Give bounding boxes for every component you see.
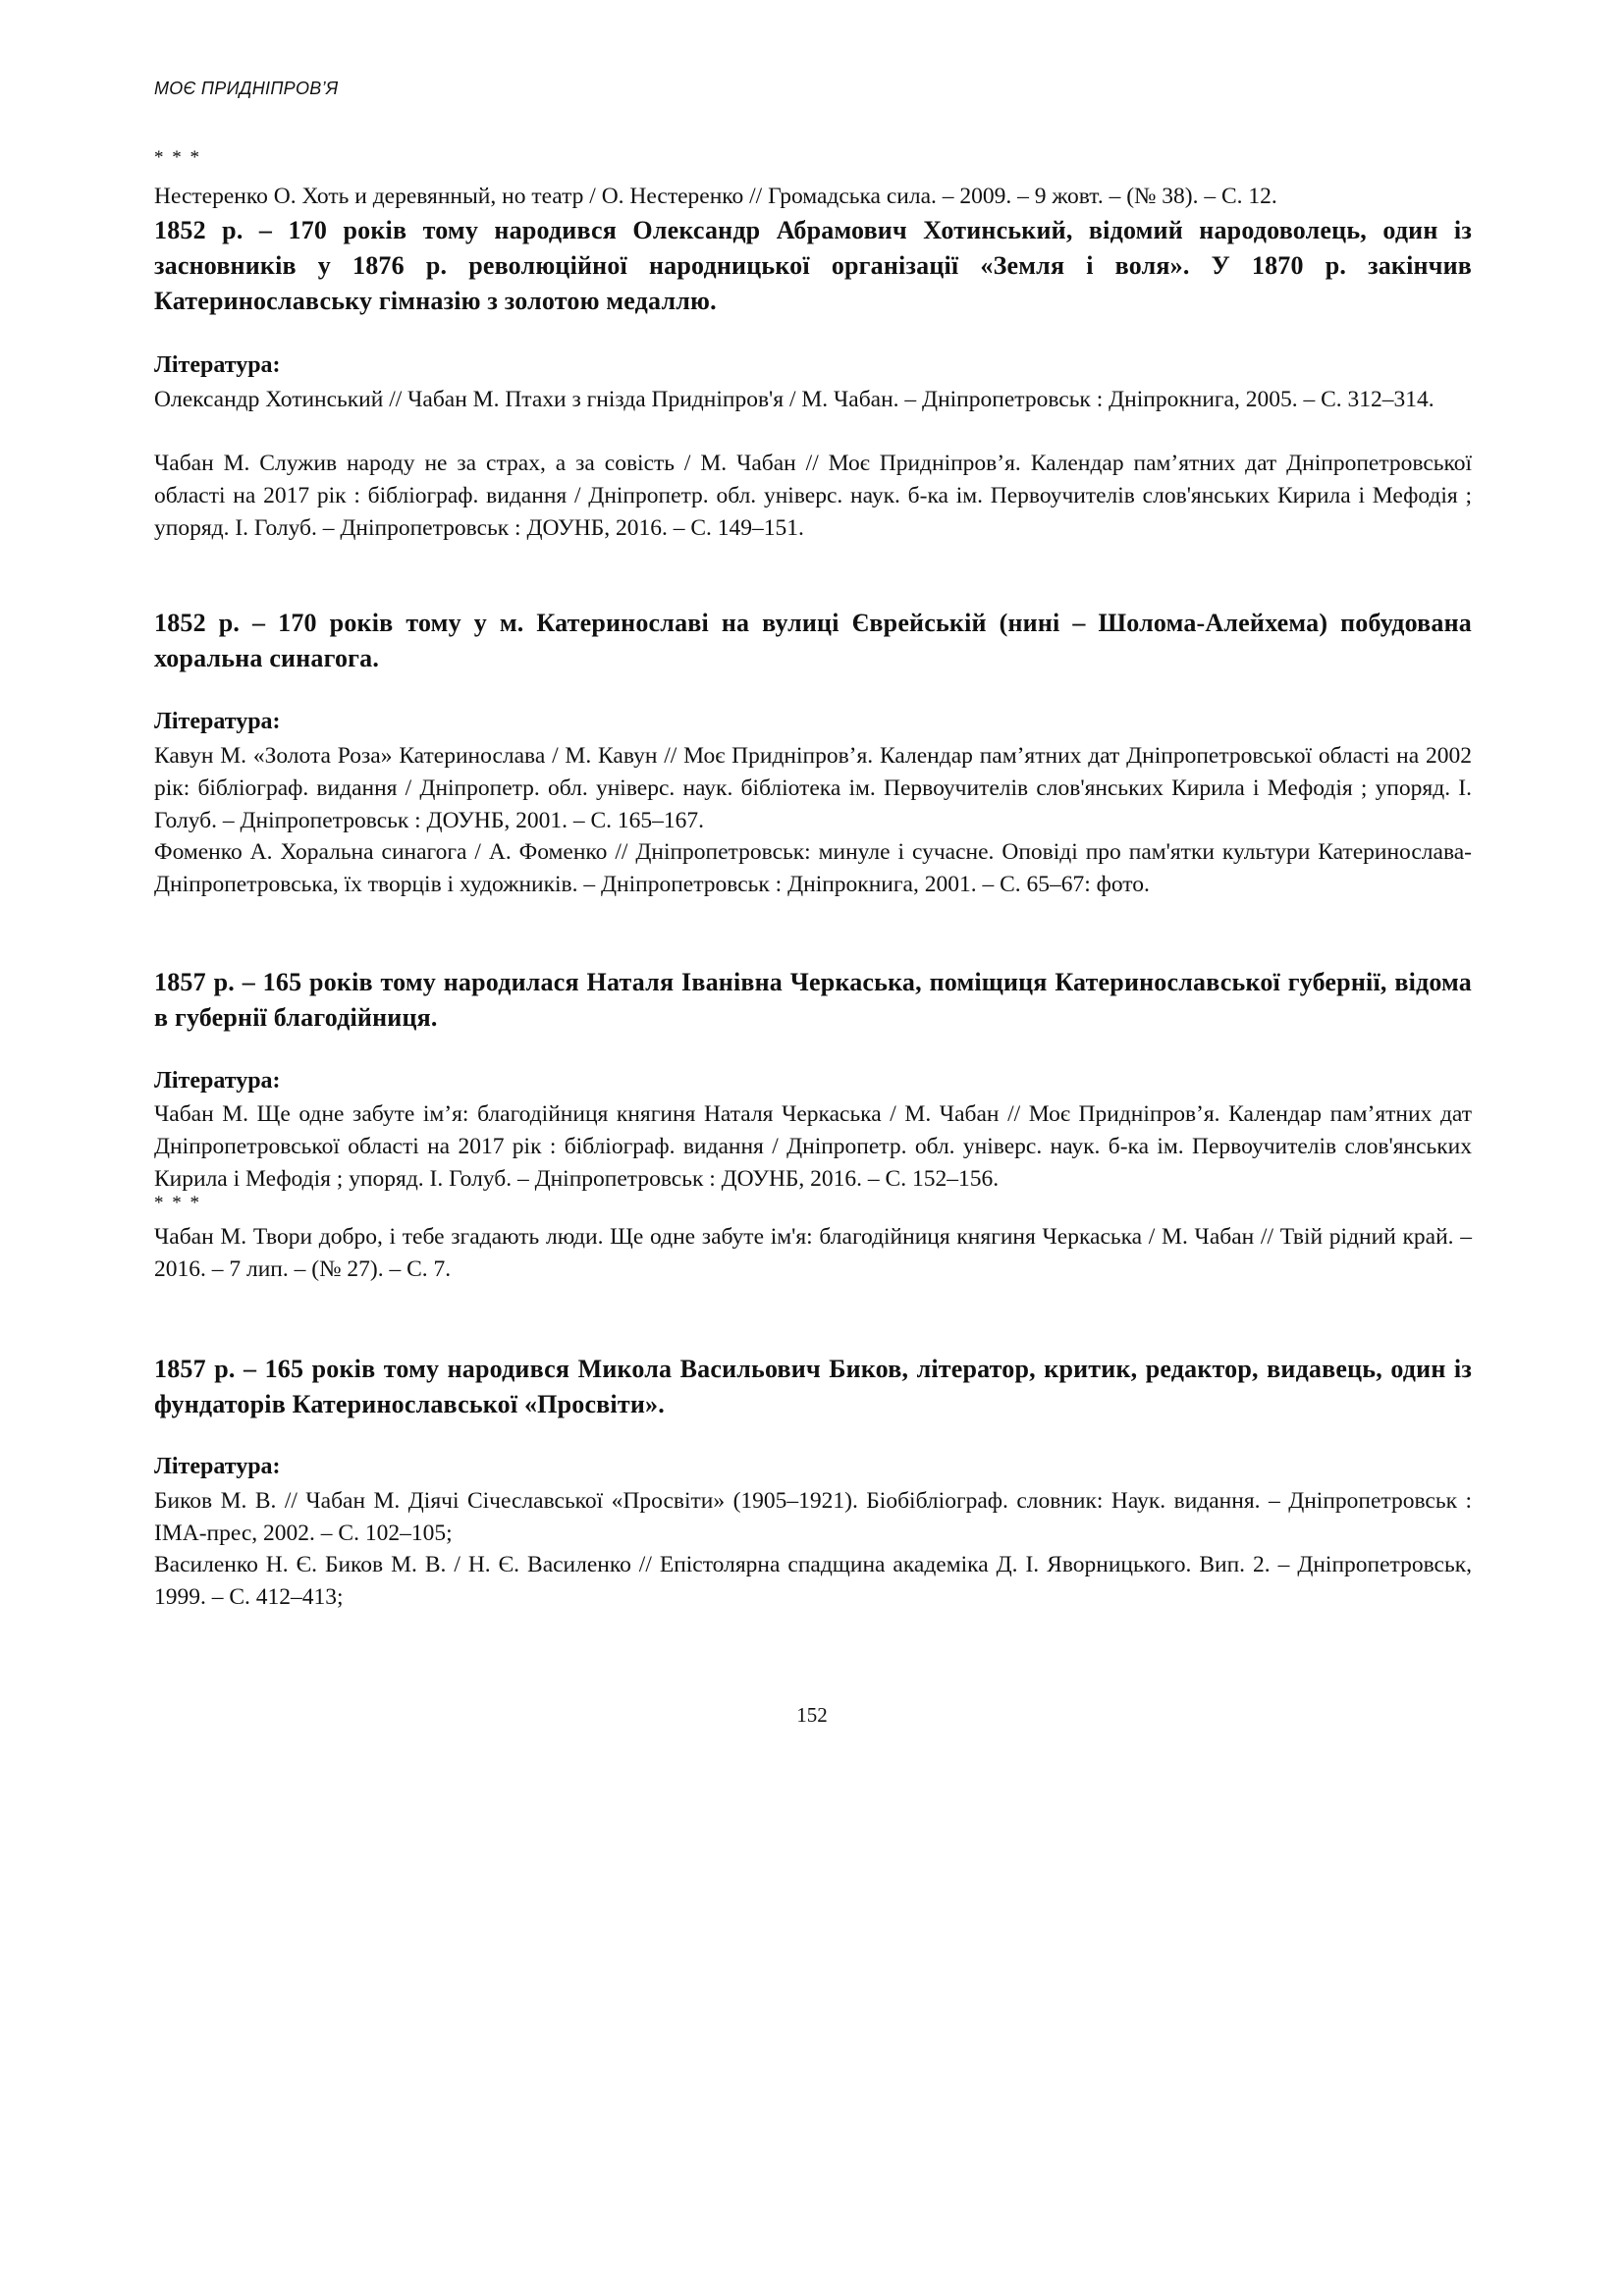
reference-item: Нестеренко О. Хоть и деревянный, но театр / О. Нестеренко // Громадська сила. – 2009. – 9 жовт. – (№ 38). – С. 12. <box>154 184 1277 209</box>
running-header: МОЄ ПРИДНІПРОВ’Я <box>154 79 339 98</box>
entry-heading: 1852 р. – 170 років тому народився Олександр Абрамович Хотинський, відомий народоволець, один із засновників у 1876 р. революційної народницької організації «Земля і воля». У 1870 р. закінчив Катеринославську гімназію з золотою медаллю. <box>154 216 1472 315</box>
reference-item: Олександр Хотинський // Чабан М. Птахи з гнізда Придніпров'я / М. Чабан. – Дніпропетровськ : Дніпрокнига, 2005. – С. 312–314. <box>154 387 1435 412</box>
reference-item: Чабан М. Твори добро, і тебе згадають люди. Ще одне забуте ім'я: благодійниця княгиня Черкаська / М. Чабан // Твій рідний край. – 2016. – 7 лип. – (№ 27). – С. 7. <box>154 1224 1472 1282</box>
page-number: 152 <box>796 1703 828 1727</box>
separator-stars: * * * <box>154 147 201 168</box>
reference-item: Биков М. В. // Чабан М. Діячі Січеславської «Просвіти» (1905–1921). Біобібліограф. словник: Наук. видання. – Дніпропетровськ : ІМА-прес, 2002. – С. 102–105; <box>154 1488 1472 1546</box>
reference-item: Кавун М. «Золота Роза» Катеринослава / М. Кавун // Моє Придніпров’я. Календар пам’ятних дат Дніпропетровської області на 2002 рік: бібліограф. видання / Дніпропетр. обл. універс. наук. бібліотека ім. Первоучителів слов'янських Кирила і Мефодія ; упоряд. І. Голуб. – Дніпропетровськ : ДОУНБ, 2001. – С. 165–167. <box>154 743 1472 833</box>
entry-heading: 1857 р. – 165 років тому народився Микола Васильович Биков, літератор, критик, редактор, видавець, один із фундаторів Катеринославської «Просвіти». <box>154 1355 1472 1418</box>
entry-heading: 1852 р. – 170 років тому у м. Катеринославі на вулиці Єврейській (нині – Шолома-Алейхема) побудована хоральна синагога. <box>154 609 1472 672</box>
reference-item: Василенко Н. Є. Биков М. В. / Н. Є. Василенко // Епістолярна спадщина академіка Д. І. Яворницького. Вип. 2. – Дніпропетровськ, 1999. – С. 412–413; <box>154 1552 1472 1610</box>
reference-item: Чабан М. Служив народу не за страх, а за совість / М. Чабан // Моє Придніпров’я. Календар пам’ятних дат Дніпропетровської області на 2017 рік : бібліограф. видання / Дніпропетр. обл. універс. наук. б-ка ім. Первоучителів слов'янських Кирила і Мефодія ; упоряд. І. Голуб. – Дніпропетровськ : ДОУНБ, 2016. – С. 149–151. <box>154 451 1472 541</box>
literature-label: Література: <box>154 709 281 734</box>
entry-heading: 1857 р. – 165 років тому народилася Наталя Іванівна Черкаська, поміщиця Катеринославської губернії, відома в губернії благодійниця. <box>154 968 1472 1032</box>
reference-item: Фоменко А. Хоральна синагога / А. Фоменко // Дніпропетровськ: минуле і сучасне. Оповіді про пам'ятки культури Катеринослава-Дніпропетровська, їх творців і художників. – Дніпропетровськ : Дніпрокнига, 2001. – С. 65–67: фото. <box>154 839 1472 897</box>
literature-label: Література: <box>154 352 281 378</box>
literature-label: Література: <box>154 1068 281 1094</box>
literature-label: Література: <box>154 1454 281 1479</box>
reference-item: Чабан М. Ще одне забуте ім’я: благодійниця княгиня Наталя Черкаська / М. Чабан // Моє Придніпров’я. Календар пам’ятних дат Дніпропетровської області на 2017 рік : бібліограф. видання / Дніпропетр. обл. універс. наук. б-ка ім. Первоучителів слов'янських Кирила і Мефодія ; упоряд. І. Голуб. – Дніпропетровськ : ДОУНБ, 2016. – С. 152–156. <box>154 1101 1472 1192</box>
separator-stars: * * * <box>154 1193 201 1213</box>
